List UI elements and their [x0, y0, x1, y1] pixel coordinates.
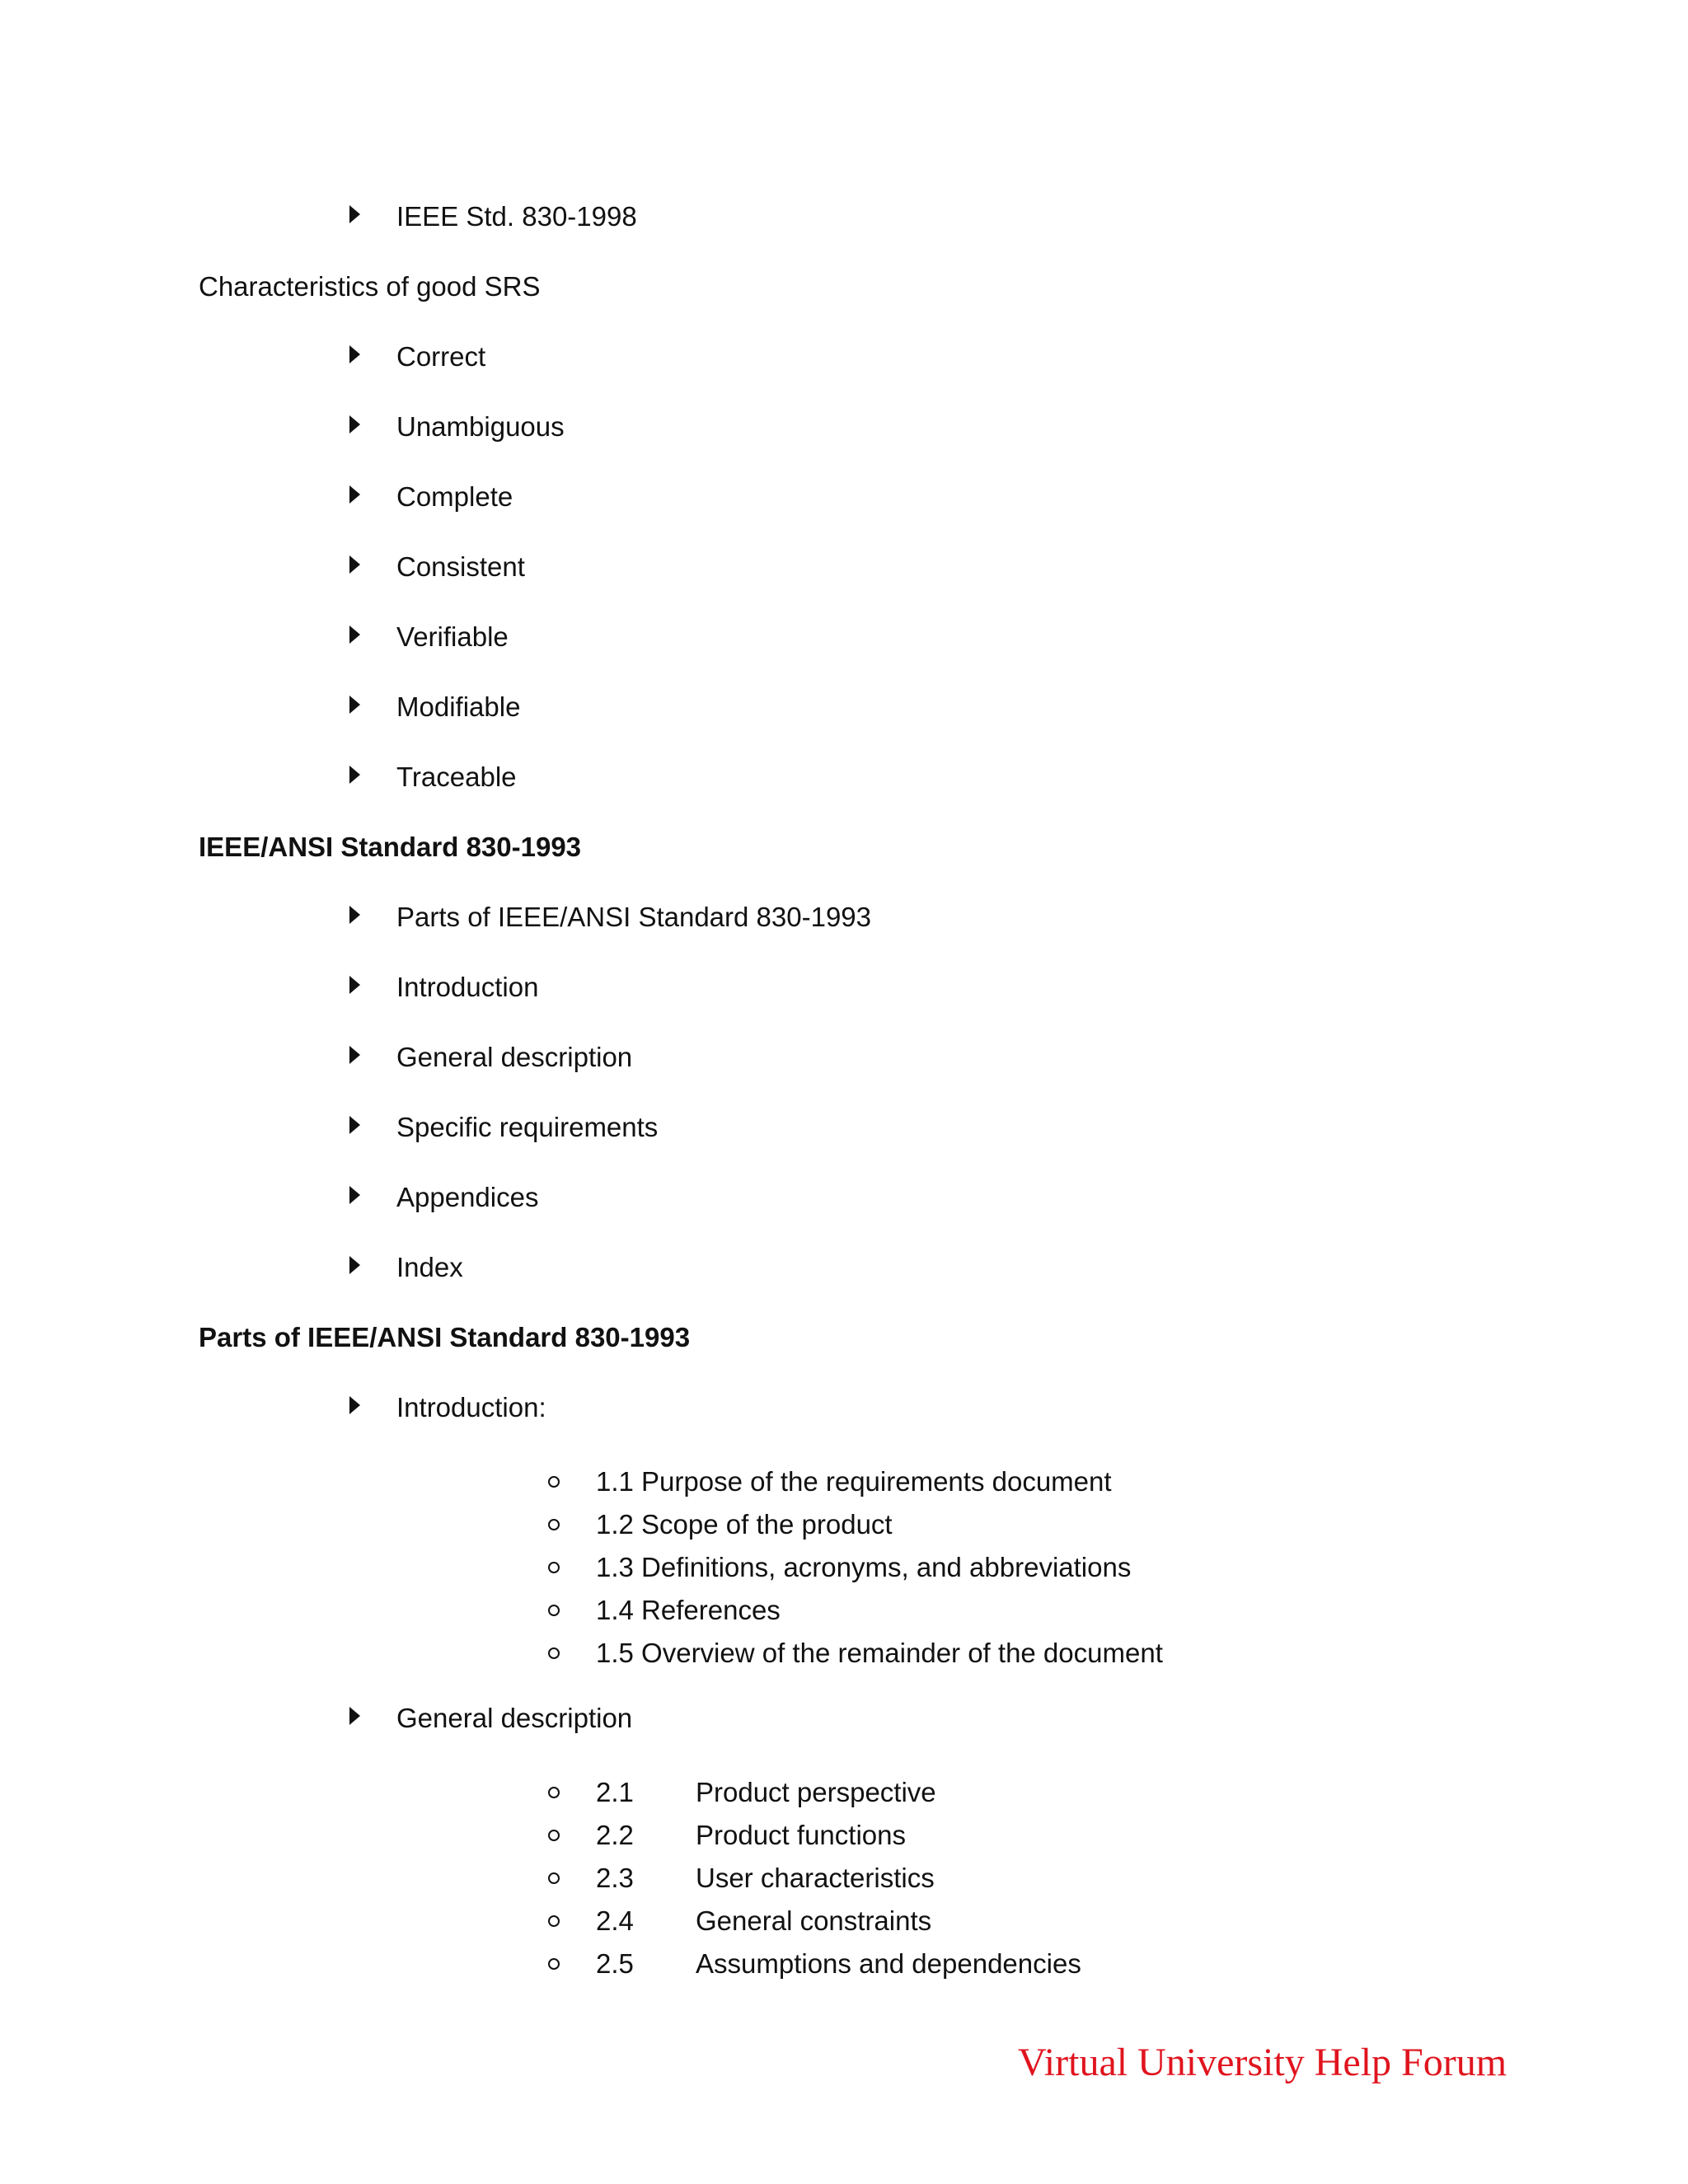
bullet-arrow-icon	[349, 555, 360, 574]
bullet-arrow-icon	[349, 485, 360, 504]
list-item: Introduction:	[396, 1392, 546, 1422]
list-item: Parts of IEEE/ANSI Standard 830-1993	[396, 902, 872, 932]
bullet-arrow-icon	[349, 1046, 360, 1064]
list-item: General description	[396, 1703, 633, 1733]
list-item: Consistent	[396, 551, 525, 582]
list-item: Traceable	[396, 762, 517, 792]
list-item: Appendices	[396, 1182, 539, 1212]
circle-bullet-icon	[548, 1830, 560, 1841]
sub-list-item: General constraints	[696, 1905, 932, 1936]
sub-list-item: Product perspective	[696, 1777, 936, 1807]
list-item: Introduction	[396, 972, 539, 1002]
bullet-arrow-icon	[349, 696, 360, 714]
bullet-arrow-icon	[349, 205, 360, 223]
footer-watermark: Virtual University Help Forum	[1018, 2041, 1507, 2084]
circle-bullet-icon	[548, 1647, 560, 1659]
bullet-arrow-icon	[349, 415, 360, 434]
section-title: Characteristics of good SRS	[199, 271, 541, 302]
sub-list-item-number: 2.4	[596, 1905, 634, 1936]
sub-list-item: User characteristics	[696, 1863, 935, 1893]
bullet-arrow-icon	[349, 345, 360, 363]
circle-bullet-icon	[548, 1476, 560, 1488]
circle-bullet-icon	[548, 1958, 560, 1970]
list-item: Correct	[396, 341, 486, 372]
list-item: Modifiable	[396, 691, 521, 722]
sub-list-item: Product functions	[696, 1820, 906, 1850]
list-item: Specific requirements	[396, 1112, 659, 1142]
bullet-arrow-icon	[349, 1256, 360, 1274]
sub-list-item-number: 2.3	[596, 1863, 634, 1893]
circle-bullet-icon	[548, 1562, 560, 1573]
circle-bullet-icon	[548, 1872, 560, 1884]
section-heading: Parts of IEEE/ANSI Standard 830-1993	[199, 1322, 691, 1352]
circle-bullet-icon	[548, 1787, 560, 1798]
list-item: Complete	[396, 481, 513, 512]
list-item: Verifiable	[396, 621, 509, 652]
bullet-arrow-icon	[349, 1116, 360, 1134]
bullet-arrow-icon	[349, 1396, 360, 1414]
sub-list-item: Assumptions and dependencies	[696, 1948, 1081, 1979]
circle-bullet-icon	[548, 1519, 560, 1530]
sub-list-item: 1.3 Definitions, acronyms, and abbreviations	[596, 1552, 1132, 1582]
list-item: IEEE Std. 830-1998	[396, 201, 637, 232]
sub-list-item-number: 2.5	[596, 1948, 634, 1979]
sub-list-item: 1.2 Scope of the product	[596, 1509, 893, 1540]
list-item: Unambiguous	[396, 411, 565, 442]
list-item: General description	[396, 1042, 633, 1072]
sub-list-item: 1.4 References	[596, 1595, 781, 1625]
bullet-arrow-icon	[349, 976, 360, 994]
section-heading: IEEE/ANSI Standard 830-1993	[199, 832, 582, 862]
list-item: Index	[396, 1252, 463, 1282]
sub-list-item: 1.5 Overview of the remainder of the document	[596, 1638, 1163, 1668]
bullet-arrow-icon	[349, 1186, 360, 1204]
bullet-arrow-icon	[349, 906, 360, 924]
circle-bullet-icon	[548, 1605, 560, 1616]
bullet-arrow-icon	[349, 1707, 360, 1725]
sub-list-item: 1.1 Purpose of the requirements document	[596, 1466, 1112, 1497]
bullet-arrow-icon	[349, 626, 360, 644]
sub-list-item-number: 2.2	[596, 1820, 634, 1850]
sub-list-item-number: 2.1	[596, 1777, 634, 1807]
circle-bullet-icon	[548, 1915, 560, 1927]
bullet-arrow-icon	[349, 766, 360, 784]
